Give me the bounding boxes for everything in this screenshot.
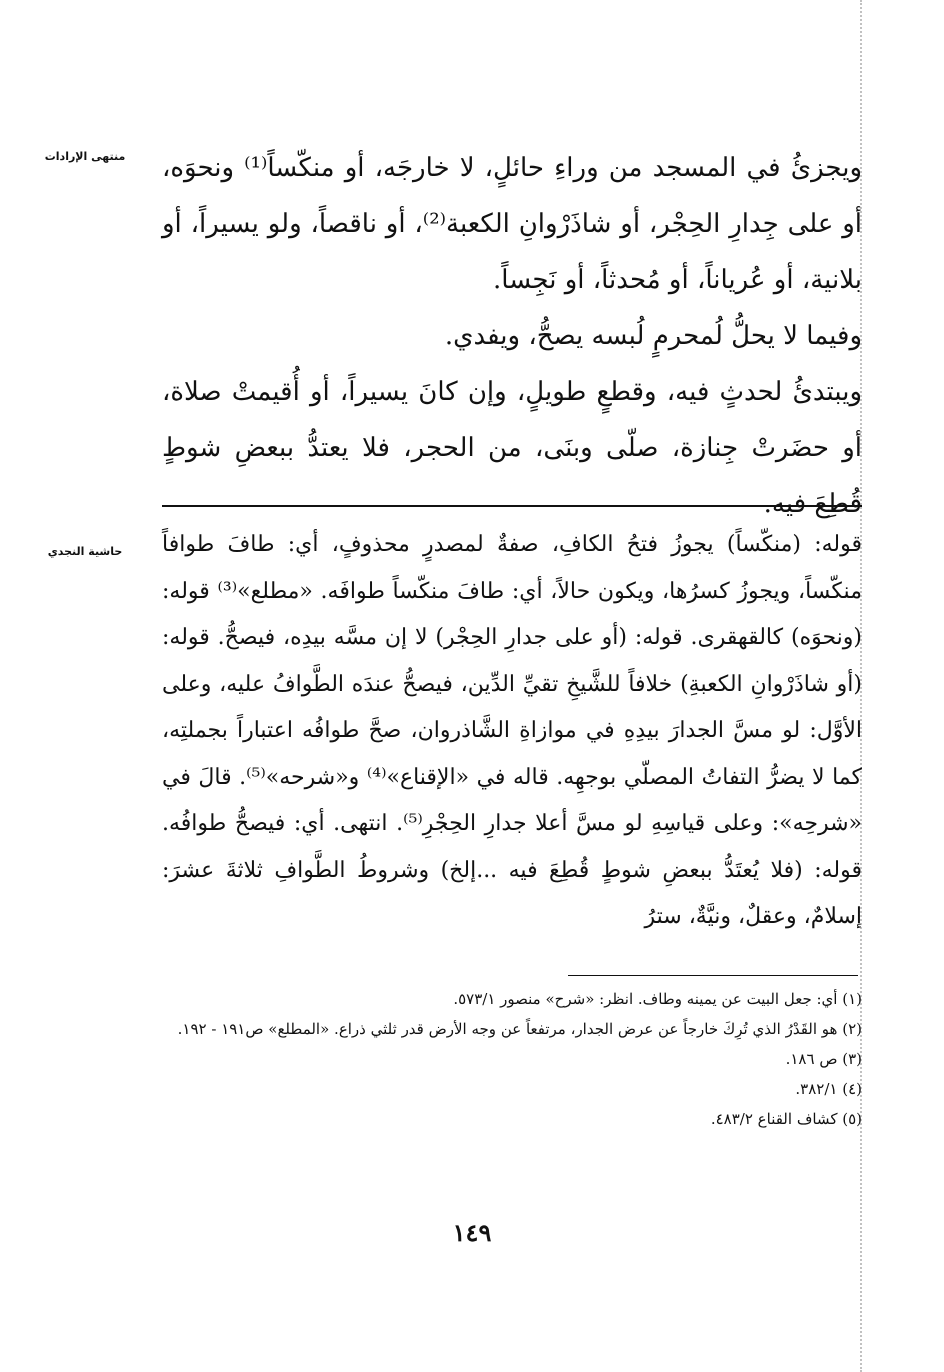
footnote-item: (٣) ص ١٨٦. xyxy=(785,1050,862,1068)
margin-label-commentary: حاشية النجدي xyxy=(47,545,123,558)
margin-label-matn: منتهى الإرادات xyxy=(44,150,126,163)
main-text-block xyxy=(162,140,862,532)
page-number: ١٤٩ xyxy=(452,1218,492,1247)
footnote-divider xyxy=(568,975,858,976)
footnote-item: (٥) كشاف القناع ٤٨٣/٢. xyxy=(710,1110,862,1128)
footnote-item: (٢) هو القَدْرُ الذي تُرِكَ خارجاً عن عرض الجدار، مرتفعاً عن وجه الأرض قدر ثلثي ذراع. «المطلع» ص١٩١ - ١٩٢. xyxy=(177,1020,862,1038)
footnote-item: (٤) ٣٨٢/١. xyxy=(795,1080,862,1098)
main-paragraph: وفيما لا يحلُّ لُمحرمٍ لُبسه يصحُّ، ويفدي. xyxy=(444,321,862,351)
main-paragraph: ويبتدئُ لحدثٍ فيه، وقطعٍ طويلٍ، وإن كانَ يسيراً، أو أُقيمتْ صلاة، أو حضَرتْ جِنازة، صلّى وبنَى، من الحجر، فلا يعتدُّ ببعضِ شوطٍ قُطِعَ فيه. xyxy=(162,377,862,519)
footnote-item: (١) أي: جعل البيت عن يمينه وطاف. انظر: «شرح» منصور ٥٧٣/١. xyxy=(453,990,862,1008)
main-paragraph: ويجزئُ في المسجد من وراءِ حائلٍ، لا خارجَه، أو منكّساً⁽¹⁾ ونحوَه، أو على جِدارِ الحِجْر، أو شاذَرْوانِ الكعبة⁽²⁾، أو ناقصاً، ولو يسيراً، أو بلانية، أو عُرياناً، أو مُحدثاً، أو نَجِساً. xyxy=(162,153,863,295)
commentary-block xyxy=(162,522,862,941)
section-divider xyxy=(162,505,862,507)
footnotes-block xyxy=(150,984,862,1134)
commentary-paragraph: قوله: (منكّساً) يجوزُ فتحُ الكافِ، صفةٌ لمصدرٍ محذوفٍ، أي: طافَ طوافاً منكّساً، ويجوزُ كسرُها، ويكون حالاً، أي: طافَ منكّساً طوافَه. «مطلع»⁽³⁾ قوله: (ونحوَه) كالقهقرى. قوله: (أو على جدارِ الحِجْر) لا إن مسَّه بيدِه، فيصحُّ. قوله: (أو شاذَرْوانِ الكعبةِ) خلافاً للشَّيخِ تقيِّ الدِّين، فيصحُّ عندَه الطَّوافُ عليه، وعلى الأوَّل: لو مسَّ الجدارَ بيدِهِ في موازاةِ الشَّاذروان، صحَّ طوافُه اعتباراً بجملتِه، كما لا يضرُّ التفاتُ المصلّي بوجهِه. قاله في «الإقناع»⁽⁴⁾ و«شرحه»⁽⁵⁾. قالَ في «شرحِه»: وعلى قياسِهِ لو مسَّ أعلا جدارِ الحِجْرِ⁽⁵⁾. انتهى. أي: فيصحُّ طوافُه. قوله: (فلا يُعتَدُّ ببعضِ شوطٍ قُطِعَ فيه ...إلخ) وشروطُ الطَّوافِ ثلاثةَ عشرَ: إسلامٌ، وعقلٌ، ونيَّةٌ، سترُ xyxy=(162,532,862,929)
